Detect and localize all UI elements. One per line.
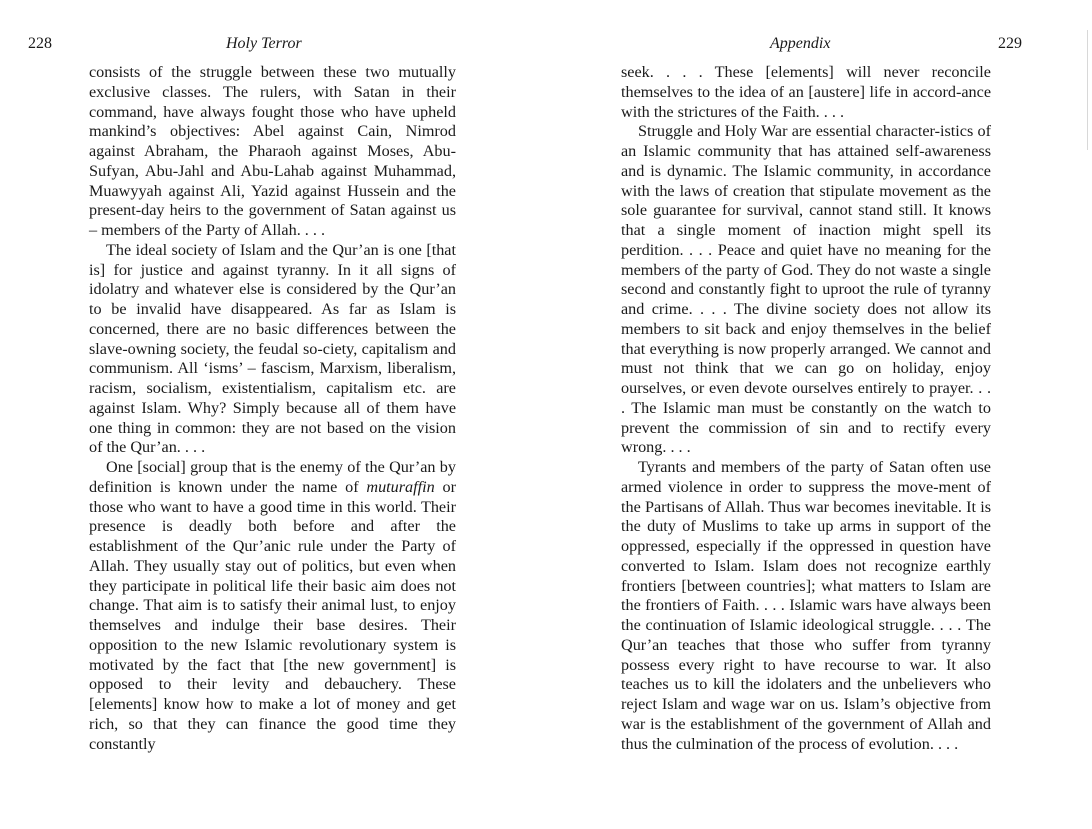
paragraph: Struggle and Holy War are essential character-istics of an Islamic community that has attained self-awareness and is dynamic. The Islamic community, in accordance with the laws of creation that stipulate movement as the sole guarantee for survival, cannot stand still. It knows that a single moment of inaction might spell its perdition. . . . Peace and quiet have no meaning for the members of the party of God. They do not waste a single second and constantly fight to uproot the rule of tyranny and crime. . . . The divine society does not allow its members to sit back and enjoy themselves in the belief that everything is now properly arranged. We cannot and must not think that we can go on holiday, enjoy ourselves, or even devote ourselves entirely to prayer. . . . The Islamic man must be constantly on the watch to prevent the commission of sin and to rectify every wrong. . . . xyxy=(621,122,991,457)
right-body-text xyxy=(621,63,991,754)
page-number-left: 228 xyxy=(28,35,52,52)
italic-term: muturaffin xyxy=(366,477,435,496)
left-body-text xyxy=(89,63,456,754)
right-page xyxy=(546,0,1092,829)
text-run: One [social] group that is the enemy of the Qur’an by definition is known under the name of xyxy=(89,458,456,496)
text-run: or those who want to have a good time in this world. Their presence is deadly both before and after the establishment of the Qur’anic rule under the Party of Allah. They usually stay out of politics, but even when they participate in political life their basic aim does not change. That aim is to satisfy their animal lust, to enjoy themselves and indulge their base desires. Their opposition to the new Islamic revolutionary system is motivated by the fact that [the new government] is opposed to their levity and debauchery. These [elements] know how to make a lot of money and get rich, so that they can finance the good time they constantly xyxy=(89,477,456,753)
paragraph: Tyrants and members of the party of Satan often use armed violence in order to suppress the move-ment of the Partisans of Allah. Thus war becomes inevitable. It is the duty of Muslims to take up arms in support of the oppressed, especially if the oppressed in question have converted to Islam. Islam does not recognize earthly frontiers [between countries]; what matters to Islam are the frontiers of Faith. . . . Islamic wars have always been the continuation of Islamic ideological struggle. . . . The Qur’an teaches that those who suffer from tyranny possess every right to have recourse to war. It also teaches us to kill the idolaters and the unbelievers who reject Islam and wage war on us. Islam’s objective from war is the establishment of the government of Allah and thus the culmination of the process of evolution. . . . xyxy=(621,458,991,753)
page-edge-divider xyxy=(1087,30,1088,150)
paragraph: seek. . . . These [elements] will never reconcile themselves to the idea of an [austere] life in accord-ance with the strictures of the Faith. . . . xyxy=(621,63,991,121)
running-title-left: Holy Terror xyxy=(226,35,302,52)
running-title-right: Appendix xyxy=(770,35,831,52)
page-number-right: 229 xyxy=(998,35,1022,52)
paragraph xyxy=(89,458,456,754)
paragraph: consists of the struggle between these two mutually exclusive classes. The rulers, with Satan in their command, have always fought those who have upheld mankind’s objectives: Abel against Cain, Nimrod against Abraham, the Pharaoh against Moses, Abu-Sufyan, Abu-Jahl and Abu-Lahab against Muhammad, Muawyyah against Ali, Yazid against Hussein and the present-day heirs to the government of Satan against us – members of the Party of Allah. . . . xyxy=(89,63,456,239)
paragraph: The ideal society of Islam and the Qur’an is one [that is] for justice and against tyranny. In it all signs of idolatry and whatever else is considered by the Qur’an to be invalid have disappeared. As far as Islam is concerned, there are no basic differences between the slave-owning society, the feudal so-ciety, capitalism and communism. All ‘isms’ – fascism, Marxism, liberalism, racism, socialism, existentialism, capitalism etc. are against Islam. Why? Simply because all of them have one thing in common: they are not based on the vision of the Qur’an. . . . xyxy=(89,240,456,457)
